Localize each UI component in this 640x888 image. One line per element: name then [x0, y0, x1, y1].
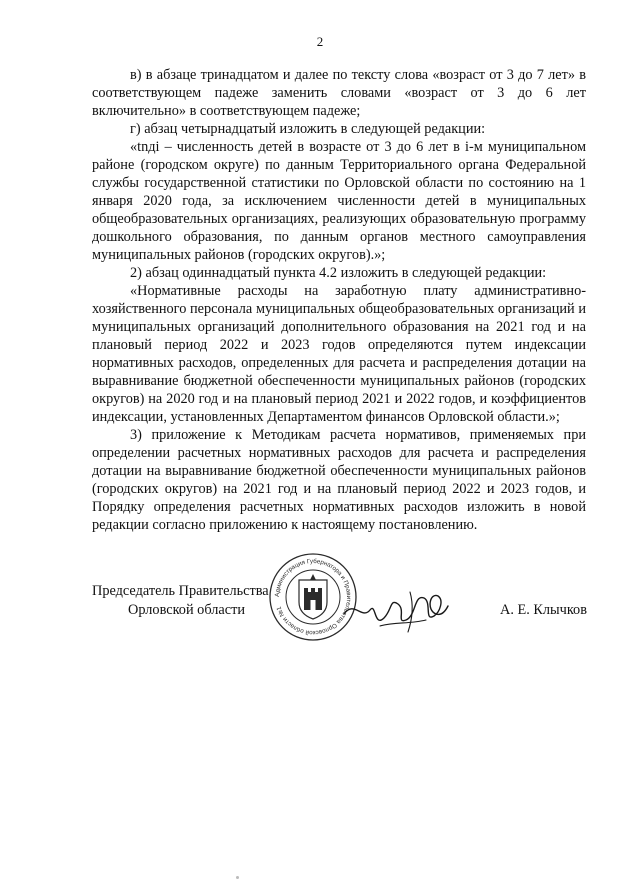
signatory-title-line1: Председатель Правительства — [92, 583, 269, 599]
handwritten-signature-icon — [340, 580, 450, 640]
paragraph-3: 3) приложение к Методикам расчета нормативов, применяемых при определении расчетных нормативных расходов для расчета и распределения дотации на выравнивание бюджетной обеспеченности муниципальных районов (городских округов) на 2021 год и на плановый период 2022 и 2023 годов, и Порядку определения расчетных нормативных расходов изложить в новой редакции согласно приложению к настоящему постановлению. — [92, 427, 586, 533]
signatory-name: А. Е. Клычков — [500, 602, 587, 618]
page-number: 2 — [316, 34, 324, 49]
paragraph-g: г) абзац четырнадцатый изложить в следующей редакции: — [130, 121, 486, 137]
scan-artifact — [236, 876, 239, 879]
document-body — [92, 66, 586, 534]
seal-ring-text: Администрация Губернатора и Правительства Орловской области №1 — [273, 557, 353, 637]
paragraph-quote-normative: «Нормативные расходы на заработную плату административно-хозяйственного персонала муниципальных общеобразовательных организаций и муниципальных организаций дополнительного образования на 2021 год и на плановый период 2022 и 2023 годов определяются путем индексации нормативных расходов, определенных для расчета и распределения дотации на выравнивание бюджетной обеспеченности муниципальных районов (городских округов) на 2020 год и на плановый период 2021 и 2022 годов, и коэффициентов индексации, установленных Департаментом финансов Орловской области.»; — [92, 283, 586, 425]
paragraph-2: 2) абзац одиннадцатый пункта 4.2 изложить в следующей редакции: — [130, 265, 547, 281]
paragraph-quote-tndi: «tnдi – численность детей в возрасте от 3 до 6 лет в i-м муниципальном районе (городском округе) по данным Территориального органа Федеральной службы государственной статистики по Орловской области по состоянию на 1 января 2020 года, за исключением численности детей в муниципальных общеобразовательных организациях, реализующих образовательную программу дошкольного образования, по данным органов местного самоуправления муниципальных районов (городских округов).»; — [92, 139, 586, 263]
signatory-title-line2: Орловской области — [128, 602, 245, 618]
paragraph-v: в) в абзаце тринадцатом и далее по тексту слова «возраст от 3 до 7 лет» в соответствующем падеже заменить словами «возраст от 3 до 6 лет включительно» в соответствующем падеже; — [92, 67, 586, 119]
